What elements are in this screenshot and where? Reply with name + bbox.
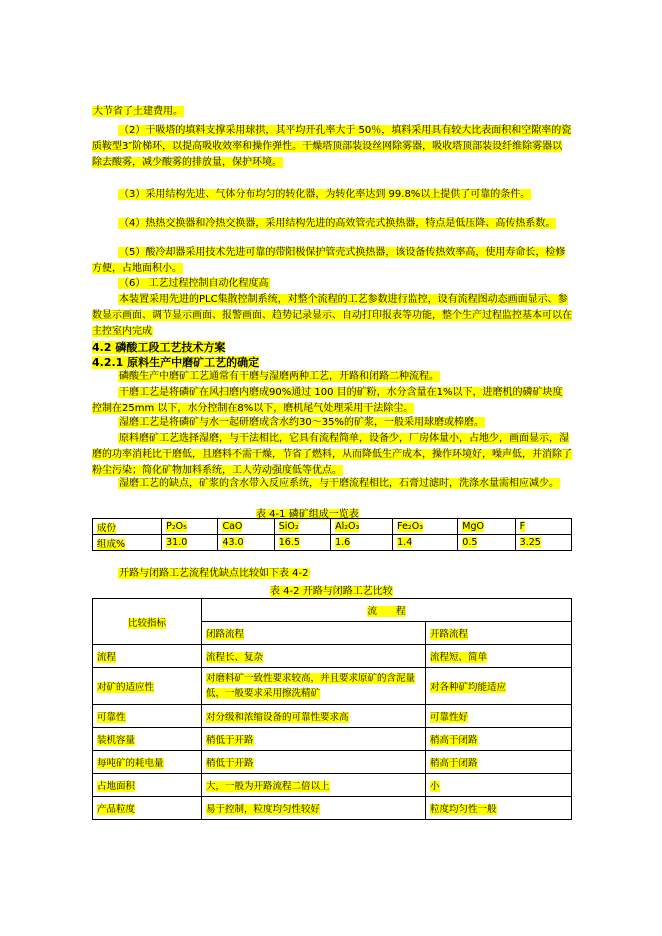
table-caption: 表 4-1 磷矿组成一览表 bbox=[256, 509, 359, 520]
table-cell: 对分级和浓缩设备的可靠性要求高 bbox=[202, 705, 426, 728]
table-row bbox=[93, 535, 572, 551]
table-cell: 1.4 bbox=[393, 535, 458, 551]
paragraph: 湿磨工艺的缺点，矿浆的含水带入反应系统，与干磨流程相比，石膏过滤时，洗涤水量需相应减少。 bbox=[119, 478, 559, 489]
table-cell: 流程短、简单 bbox=[426, 645, 572, 668]
table-row bbox=[93, 774, 572, 797]
table-cell: P₂O₅ bbox=[162, 519, 218, 535]
table-cell: 开路流程 bbox=[426, 622, 572, 645]
table-header-row bbox=[93, 599, 572, 622]
table-cell: 对各种矿均能适应 bbox=[426, 668, 572, 705]
paragraph: 原料磨矿工艺选择湿磨，与干法相比，它具有流程简单，设备少，厂房体量小，占地少，画面显示，湿磨的功率消耗比干磨低，且磨料不需干燥，节省了燃料，从而降低生产成本，操作环境好，噪声低，并消除了粉尘污染；简化矿物加料系统，工人劳动强度低等优点。 bbox=[92, 433, 572, 476]
table-cell: 43.0 bbox=[218, 535, 274, 551]
table-cell: 流程长、复杂 bbox=[202, 645, 426, 668]
table-cell: Al₂O₃ bbox=[331, 519, 393, 535]
paragraph: 本装置采用先进的PLC集散控制系统，对整个流程的工艺参数进行监控，设有流程图动态画面显示、参数显示画面、调节显示画面、报警画面、趋势记录显示、自动打印报表等功能，整个生产过程监控基本可以在主控室内完成 bbox=[92, 294, 572, 337]
paragraph: 大节省了土建费用。 bbox=[93, 106, 183, 117]
table-cell: 稍低于开路 bbox=[202, 728, 426, 751]
paragraph: （3）采用结构先进、气体分布均匀的转化器，为转化率达到 99.8%以上提供了可靠的条件。 bbox=[119, 189, 531, 200]
paragraph: 干磨工艺是将磷矿在风扫磨内磨成90%通过 100 目的矿粉，水分含量在1%以下，进磨机的磷矿块度控制在25mm 以下，水分控制在8%以下，磨机尾气处理采用干法除尘。 bbox=[92, 387, 563, 414]
ore-composition-table bbox=[92, 518, 572, 551]
table-cell: 组成% bbox=[93, 535, 162, 551]
table-cell: 易于控制，粒度均匀性较好 bbox=[202, 797, 426, 820]
table-row bbox=[93, 751, 572, 774]
paragraph: （5）酸冷却器采用技术先进可靠的带阳极保护管壳式换热器，该设备传热效率高，使用寿命长，检修方便，占地面积小。 bbox=[92, 247, 566, 274]
table-cell: 成份 bbox=[93, 519, 162, 535]
subsection-heading: 4.2.1 原料生产中磨矿工艺的确定 bbox=[92, 356, 260, 369]
table-cell: 稍高于闭路 bbox=[426, 728, 572, 751]
table-row bbox=[93, 668, 572, 705]
table-cell: 产品粒度 bbox=[93, 797, 202, 820]
table-cell: 比较指标 bbox=[93, 599, 202, 645]
paragraph: 开路与闭路工艺流程优缺点比较如下表 4-2 bbox=[119, 568, 309, 579]
table-cell: 1.6 bbox=[331, 535, 393, 551]
table-row bbox=[93, 728, 572, 751]
table-row bbox=[93, 705, 572, 728]
table-cell: 稍高于闭路 bbox=[426, 751, 572, 774]
table-cell: 装机容量 bbox=[93, 728, 202, 751]
table-cell: CaO bbox=[218, 519, 274, 535]
table-cell: 每吨矿的耗电量 bbox=[93, 751, 202, 774]
section-heading: 4.2 磷酸工段工艺技术方案 bbox=[92, 341, 226, 354]
table-cell: 粒度均匀性一般 bbox=[426, 797, 572, 820]
table-header-row bbox=[93, 519, 572, 535]
table-cell: MgO bbox=[458, 519, 515, 535]
table-cell: 大，一般为开路流程二倍以上 bbox=[202, 774, 426, 797]
table-cell: 16.5 bbox=[274, 535, 330, 551]
table-cell: Fe₂O₃ bbox=[393, 519, 458, 535]
table-row bbox=[93, 797, 572, 820]
paragraph: （4）热热交换器和冷热交换器，采用结构先进的高效管壳式换热器，特点是低压降、高传热系数。 bbox=[119, 218, 556, 229]
table-cell: 稍低于开路 bbox=[202, 751, 426, 774]
table-cell: 流程 bbox=[93, 645, 202, 668]
table-cell: 0.5 bbox=[458, 535, 515, 551]
paragraph: 磷酸生产中磨矿工艺通常有干磨与湿磨两种工艺，开路和闭路二种流程。 bbox=[119, 371, 439, 382]
table-cell: 占地面积 bbox=[93, 774, 202, 797]
table-cell: 流 程 bbox=[202, 599, 572, 622]
table-cell: SiO₂ bbox=[274, 519, 330, 535]
table-row bbox=[93, 645, 572, 668]
table-cell: 可靠性 bbox=[93, 705, 202, 728]
table-cell: F bbox=[515, 519, 571, 535]
table-cell: 对磨料矿一致性要求较高，并且要求原矿的含泥量低，一般要求采用擦洗精矿 bbox=[202, 668, 426, 705]
paragraph: （6） 工艺过程控制自动化程度高 bbox=[119, 278, 269, 289]
table-caption: 表 4-2 开路与闭路工艺比较 bbox=[270, 586, 393, 597]
table-cell: 小 bbox=[426, 774, 572, 797]
table-cell: 31.0 bbox=[162, 535, 218, 551]
table-cell: 可靠性好 bbox=[426, 705, 572, 728]
table-cell: 对矿的适应性 bbox=[93, 668, 202, 705]
process-comparison-table bbox=[92, 598, 572, 820]
paragraph: （2）干吸塔的填料支撑采用球拱，其平均开孔率大于 50％，填料采用具有较大比表面积和空隙率的瓷质鞍型3″阶梯环，以提高吸收效率和操作弹性。干燥塔顶部装设丝网除雾器，吸收塔顶部装设纤维除雾器以除去酸雾，减少酸雾的排放量，保护环境。 bbox=[92, 125, 572, 168]
table-cell: 3.25 bbox=[515, 535, 571, 551]
paragraph: 湿磨工艺是将磷矿与水一起研磨成含水约30～35%的矿浆，一般采用球磨或棒磨。 bbox=[119, 417, 484, 428]
table-cell: 闭路流程 bbox=[202, 622, 426, 645]
